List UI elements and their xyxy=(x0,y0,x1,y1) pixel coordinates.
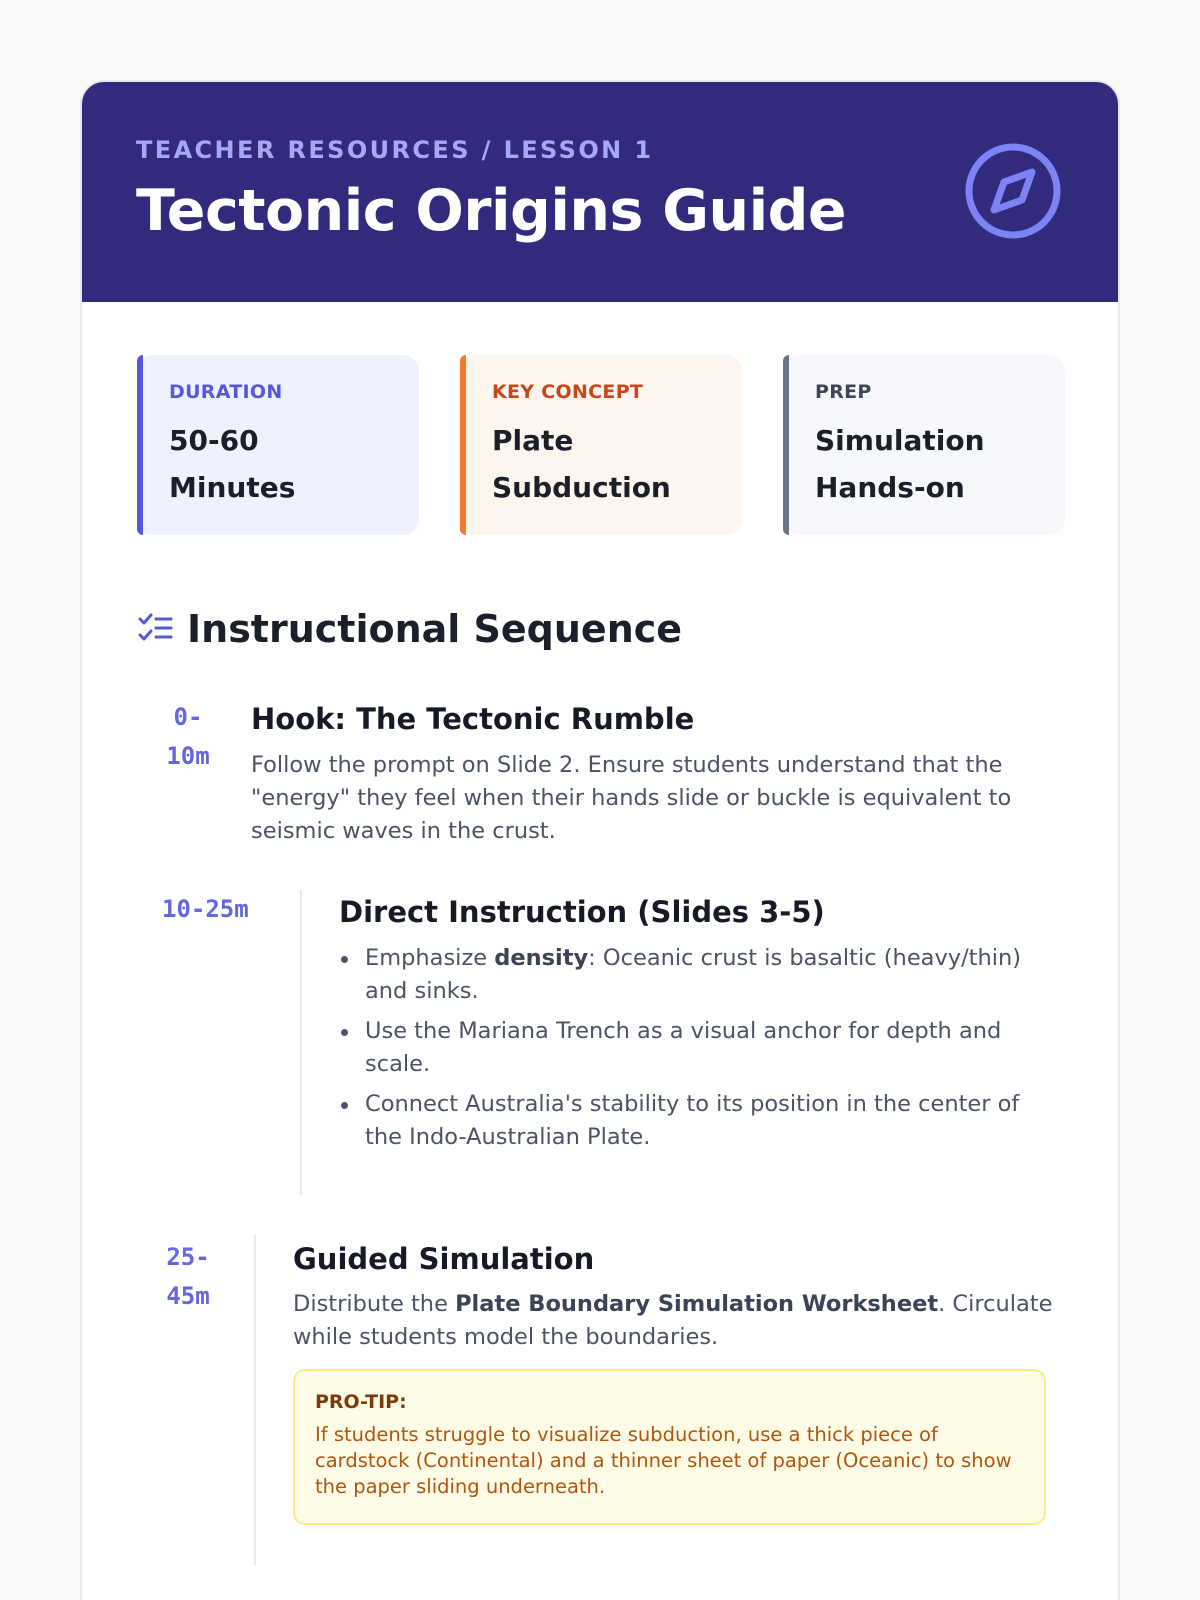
step-bullets xyxy=(339,942,1059,1161)
stat-prep xyxy=(783,355,1065,535)
list-item: Connect Australia's stability to its position in the center of the Indo-Australian Plate. xyxy=(339,1088,1059,1154)
stat-value: 50-60 Minutes xyxy=(169,424,296,504)
list-item: Use the Mariana Trench as a visual anchor for depth and scale. xyxy=(339,1015,1059,1081)
page-title: Tectonic Origins Guide xyxy=(136,178,847,244)
step-description: Distribute the Plate Boundary Simulation Worksheet. Circulate while students model the boundaries. xyxy=(293,1291,1053,1350)
compass-icon xyxy=(964,142,1062,240)
section-heading xyxy=(137,607,682,651)
pro-tip-text: If students struggle to visualize subduction, use a thick piece of cardstock (Continental) and a thinner sheet of paper (Oceanic) to show the paper sliding underneath. xyxy=(315,1423,1012,1498)
step-title: Direct Instruction (Slides 3-5) xyxy=(339,895,825,929)
stat-label: KEY CONCEPT xyxy=(492,381,644,403)
pro-tip-callout xyxy=(293,1369,1046,1525)
step-time: 10-25m xyxy=(162,895,249,923)
stat-label: DURATION xyxy=(169,381,283,403)
step-title: Guided Simulation xyxy=(293,1242,595,1276)
stat-value: Plate Subduction xyxy=(492,424,671,504)
step-time: 25-45m xyxy=(166,1243,210,1310)
pro-tip-label: PRO-TIP: xyxy=(315,1391,407,1413)
checklist-icon xyxy=(137,611,173,647)
stat-duration xyxy=(137,355,419,535)
stat-value: Simulation Hands-on xyxy=(815,424,985,504)
list-item: Emphasize density: Oceanic crust is basaltic (heavy/thin) and sinks. xyxy=(339,942,1059,1008)
timeline-line xyxy=(254,1235,256,1565)
stat-label: PREP xyxy=(815,381,872,403)
step-title: Hook: The Tectonic Rumble xyxy=(251,702,695,736)
lesson-card xyxy=(80,80,1120,1600)
worksheet-name: Plate Boundary Simulation Worksheet xyxy=(455,1291,939,1317)
breadcrumb[interactable]: TEACHER RESOURCES / LESSON 1 xyxy=(136,136,654,164)
step-description: Follow the prompt on Slide 2. Ensure students understand that the "energy" they feel when their hands slide or buckle is equivalent to seismic waves in the crust. xyxy=(251,752,1012,844)
step-time: 0-10m xyxy=(166,703,210,770)
section-title: Instructional Sequence xyxy=(187,607,683,651)
lesson-stats xyxy=(137,355,1065,535)
timeline-line xyxy=(300,890,302,1195)
lesson-header xyxy=(82,82,1118,302)
stat-key-concept xyxy=(460,355,742,535)
